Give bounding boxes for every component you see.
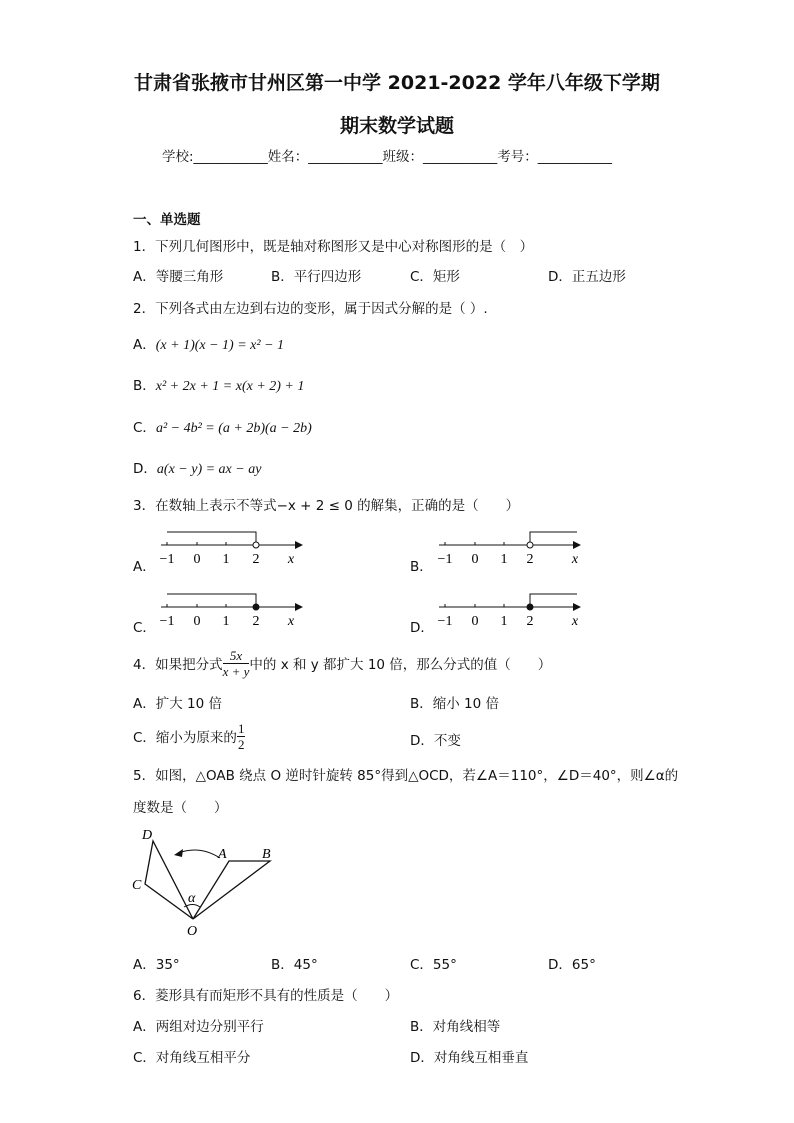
q5-option-b: B．45° [271, 957, 318, 973]
q2-option-a: A．(x + 1)(x − 1) = x² − 1 [133, 337, 285, 353]
section-title: 一、单选题 [133, 212, 201, 228]
q5-option-d: D．65° [548, 957, 596, 973]
tick-label: 2 [526, 614, 534, 629]
tick-label: 0 [193, 552, 201, 567]
axis-var: x [287, 552, 295, 567]
tick-label: −1 [437, 552, 453, 567]
q2-stem: 2．下列各式由左边到右边的变形，属于因式分解的是（ ）. [133, 301, 488, 317]
q3-option-a-label: A． [133, 559, 156, 575]
label-c: C [132, 878, 142, 893]
q4-option-d: D．不变 [410, 733, 461, 749]
label-b: B [262, 847, 271, 862]
q5-stem-line2: 度数是（ ） [133, 800, 228, 816]
q4-stem: 4．如果把分式 $\frac{5x}{x + y}$ 中的 x 和 y 都扩大 10 倍，那么分式的值（ ） [133, 647, 552, 679]
axis-var: x [287, 614, 295, 629]
tick-label: 1 [222, 614, 230, 629]
tick-label: 1 [222, 552, 230, 567]
tick-label: 1 [500, 614, 508, 629]
q5-option-c: C．55° [410, 957, 457, 973]
q3-number-line-b [433, 525, 583, 575]
q2-option-c: C．a² − 4b² = (a + 2b)(a − 2b) [133, 420, 312, 436]
tick-label: −1 [159, 614, 175, 629]
axis-var: x [571, 552, 579, 567]
label-d: D [142, 828, 153, 843]
q1-option-c: C．矩形 [410, 269, 460, 285]
q6-option-b: B．对角线相等 [410, 1019, 501, 1035]
q4-option-c: C．缩小为原来的 $\frac{1}{2}$ [133, 720, 245, 752]
tick-label: 1 [500, 552, 508, 567]
q6-option-a: A．两组对边分别平行 [133, 1019, 264, 1035]
q3-option-d-label: D． [410, 620, 434, 636]
tick-label: 2 [526, 552, 534, 567]
q4-fraction: $\frac{5x}{x + y}$ [222, 647, 250, 679]
exam-title-line2: 期末数学试题 [339, 115, 454, 137]
q3-option-b-label: B． [410, 559, 433, 575]
q3-stem: 3．在数轴上表示不等式−x + 2 ≤ 0 的解集，正确的是（ ） [133, 498, 520, 514]
q1-option-b: B．平行四边形 [271, 269, 362, 285]
q1-stem: 1．下列几何图形中，既是轴对称图形又是中心对称图形的是（ ） [133, 239, 534, 255]
q5-rotation-figure [130, 825, 280, 937]
tick-label: 0 [193, 614, 201, 629]
label-o: O [187, 924, 198, 939]
tick-label: 0 [471, 552, 479, 567]
q3-number-line-a [155, 525, 305, 575]
label-a: A [218, 847, 227, 862]
student-info-line: 学校:___________姓名：___________班级：___________考号：___________ [162, 149, 613, 165]
tick-label: 2 [252, 614, 260, 629]
tick-label: 0 [471, 614, 479, 629]
q6-stem: 6．菱形具有而矩形不具有的性质是（ ） [133, 988, 399, 1004]
q2-option-d: D．a(x − y) = ax − ay [133, 461, 262, 477]
q3-option-c-label: C． [133, 620, 156, 636]
q1-option-d: D．正五边形 [548, 269, 626, 285]
tick-label: −1 [437, 614, 453, 629]
q1-option-a: A．等腰三角形 [133, 269, 224, 285]
q2-option-b: B．x² + 2x + 1 = x(x + 2) + 1 [133, 378, 305, 394]
tick-label: 2 [252, 552, 260, 567]
q5-stem-line1: 5．如图，△OAB 绕点 O 逆时针旋转 85°得到△OCD，若∠A＝110°，∠D＝40°，则∠α的 [133, 768, 679, 784]
exam-title-line1: 甘肃省张掖市甘州区第一中学 2021-2022 学年八年级下学期 [134, 72, 660, 94]
q3-number-line-c [155, 587, 305, 637]
label-alpha: α [188, 891, 196, 906]
axis-var: x [571, 614, 579, 629]
q5-option-a: A．35° [133, 957, 180, 973]
q4-option-a: A．扩大 10 倍 [133, 696, 222, 712]
q4-option-b: B．缩小 10 倍 [410, 696, 500, 712]
q6-option-d: D．对角线互相垂直 [410, 1050, 529, 1066]
q3-number-line-d [433, 587, 583, 637]
q6-option-c: C．对角线互相平分 [133, 1050, 251, 1066]
tick-label: −1 [159, 552, 175, 567]
